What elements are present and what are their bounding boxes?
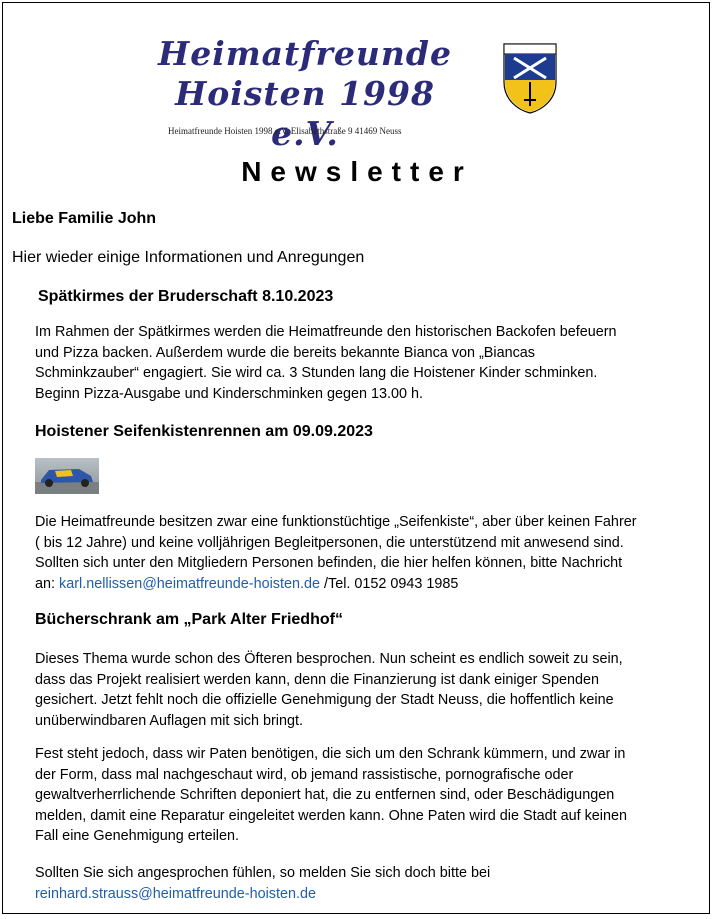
text-line: Schminkzauber“ engagiert. Sie wird ca. 3 Stunden lang die Hoistener Kinder schminken.: [35, 365, 598, 381]
text-line: Sollten sich unter den Mitgliedern Personen befinden, die hier helfen können, bitte Nachricht: [35, 555, 623, 571]
section-text-buecherschrank-2: [35, 744, 705, 847]
soapbox-car-icon: [35, 458, 99, 494]
contact-line: [35, 574, 705, 595]
coat-of-arms-icon: [500, 42, 560, 114]
section-heading-seifenkisten: Hoistener Seifenkistenrennen am 09.09.2023: [35, 423, 373, 440]
email-link-reinhard[interactable]: reinhard.strauss@heimatfreunde-hoisten.de: [35, 885, 316, 902]
text-line: Sollten Sie sich angesprochen fühlen, so melden Sie sich doch bitte bei: [35, 865, 491, 881]
intro-text: Hier wieder einige Informationen und Anregungen: [12, 249, 365, 266]
section-heading-buecherschrank: Bücherschrank am „Park Alter Friedhof“: [35, 611, 343, 628]
section-heading-spaetkirmes: Spätkirmes der Bruderschaft 8.10.2023: [38, 288, 334, 305]
text-line: Fall eine Genehmigung erteilen.: [35, 828, 239, 844]
text-line: gewaltverherrlichende Schriften deponiert hat, die zu entfernen sind, oder Beschädigungen: [35, 787, 615, 803]
text-line: ( bis 12 Jahre) und keine volljährigen Begleitpersonen, die unterstützend mit anwesend sind.: [35, 534, 624, 551]
greeting: Liebe Familie John: [12, 210, 157, 227]
section-text-buecherschrank-3: [35, 863, 705, 904]
sender-address: Heimatfreunde Hoisten 1998 e.V. Elisabethstraße 9 41469 Neuss: [168, 126, 402, 136]
contact-prefix: an:: [35, 575, 60, 592]
section-text-seifenkisten: [35, 512, 705, 594]
text-line: der Form, dass mal nachgeschaut wird, ob jemand rassistische, pornografische oder: [35, 766, 574, 783]
logo-wordmark: [140, 34, 470, 154]
section-text-spaetkirmes: [35, 322, 705, 404]
text-line: Im Rahmen der Spätkirmes werden die Heimatfreunde den historischen Backofen befeuern: [35, 324, 617, 340]
text-line: und Pizza backen. Außerdem wurde die bereits bekannte Bianca von „Biancas: [35, 344, 535, 361]
text-line: gesichert. Jetzt fehlt noch die offizielle Genehmigung der Stadt Neuss, die hoffentlich keine: [35, 692, 614, 708]
text-line: Fest steht jedoch, dass wir Paten benötigen, die sich um den Schrank kümmern, und zwar in: [35, 746, 626, 762]
section-text-buecherschrank-1: [35, 649, 705, 731]
logo-line-1: Heimatfreunde: [158, 34, 452, 73]
soapbox-car-photo: [35, 458, 99, 494]
phone-text: /Tel. 0152 0943 1985: [320, 575, 459, 592]
email-link-karl[interactable]: karl.nellissen@heimatfreunde-hoisten.de: [59, 575, 321, 592]
logo-line-2: Hoisten 1998 e.V.: [175, 74, 435, 153]
text-line: Beginn Pizza-Ausgabe und Kinderschminken gegen 13.00 h.: [35, 385, 424, 402]
newsletter-title: Newsletter: [241, 156, 473, 187]
text-line: melden, damit eine Reparatur eingeleitet werden kann. Ohne Paten wird die Stadt auf keinen: [35, 807, 627, 824]
text-line: unüberwindbaren Auflagen mit sich bringt.: [35, 712, 303, 729]
text-line: dass das Projekt realisiert werden kann, denn die Finanzierung ist dank einiger Spenden: [35, 671, 599, 688]
text-line: Die Heimatfreunde besitzen zwar eine funktionstüchtige „Seifenkiste“, aber über keinen Fahrer: [35, 514, 637, 530]
text-line: Dieses Thema wurde schon des Öfteren besprochen. Nun scheint es endlich soweit zu sein,: [35, 651, 623, 667]
